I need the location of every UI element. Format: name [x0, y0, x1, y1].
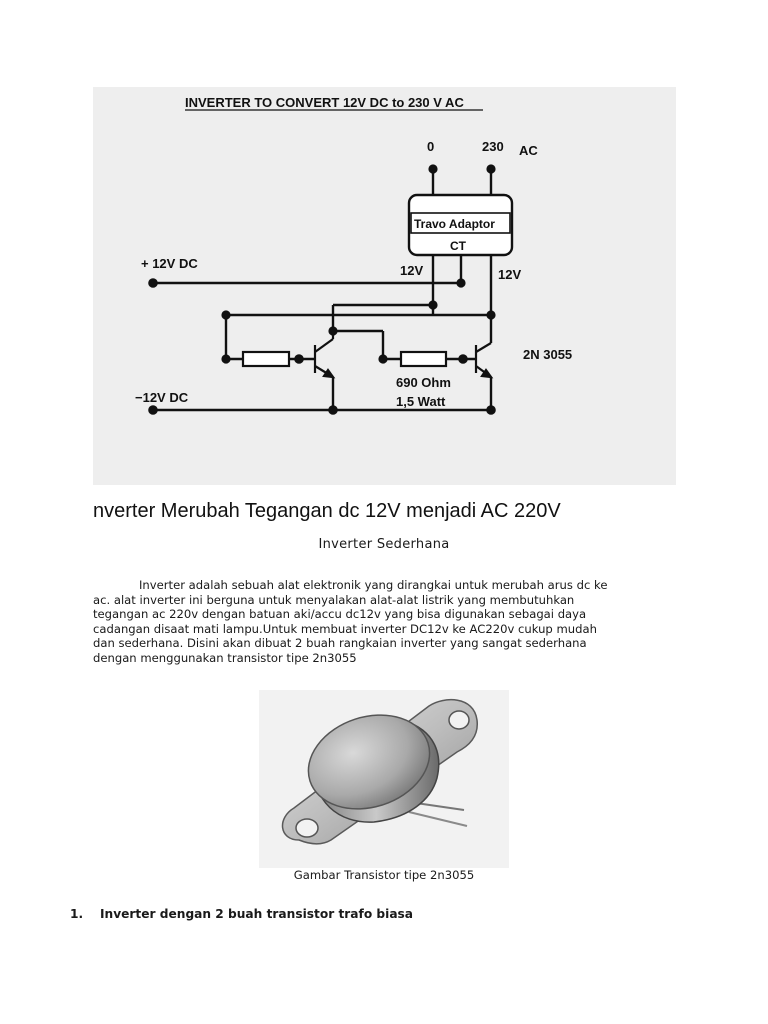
paragraph-line: ac. alat inverter ini berguna untuk menyalakan alat-alat listrik yang membutuhkan — [93, 592, 575, 607]
list-item — [70, 907, 413, 921]
article-heading: nverter Merubah Tegangan dc 12V menjadi AC 220V — [93, 500, 561, 522]
right-12v-label: 12V — [498, 267, 522, 282]
paragraph-line: Inverter adalah sebuah alat elektronik yang dirangkai untuk merubah arus dc ke — [139, 578, 608, 592]
schematic-title: INVERTER TO CONVERT 12V DC to 230 V AC — [185, 95, 464, 110]
resistor-value-label: 690 Ohm — [396, 375, 451, 390]
paragraph-line: tegangan ac 220v dengan batuan aki/accu dc12v yang bisa digunakan sebagai daya — [93, 607, 587, 622]
minus-12v-dc-label: −12V DC — [135, 390, 189, 405]
resistor-left — [243, 352, 289, 366]
list-item-number: 1. — [70, 907, 84, 921]
output-label-0: 0 — [427, 139, 435, 154]
photo-caption: Gambar Transistor tipe 2n3055 — [293, 868, 475, 882]
transistor-type-label: 2N 3055 — [523, 347, 573, 362]
article-subtitle: Inverter Sederhana — [318, 537, 450, 552]
left-12v-label: 12V — [400, 263, 424, 278]
paragraph-line: cadangan disaat mati lampu.Untuk membuat inverter DC12v ke AC220v cukup mudah — [93, 621, 597, 636]
schematic-drawing — [93, 87, 676, 485]
transistor-2n3055-illustration — [259, 690, 509, 868]
output-label-230: 230 — [482, 139, 504, 154]
resistor-power-label: 1,5 Watt — [396, 394, 446, 409]
ac-label: AC — [519, 143, 538, 158]
plus-12v-dc-label: + 12V DC — [141, 256, 198, 271]
inverter-schematic-figure — [93, 87, 676, 485]
paragraph-line: dengan menggunakan transistor tipe 2n3055 — [93, 650, 357, 665]
transformer-label: Travo Adaptor — [414, 217, 495, 231]
list-item-text: Inverter dengan 2 buah transistor trafo biasa — [100, 907, 414, 921]
ct-label: CT — [450, 239, 466, 253]
transistor-right-symbol — [476, 343, 491, 377]
transistor-left-symbol — [315, 331, 333, 377]
transistor-photo — [259, 690, 509, 868]
paragraph-line: dan sederhana. Disini akan dibuat 2 buah rangkaian inverter yang sangat sederhana — [93, 636, 587, 651]
resistor-right — [401, 352, 446, 366]
article-paragraph — [93, 578, 683, 666]
